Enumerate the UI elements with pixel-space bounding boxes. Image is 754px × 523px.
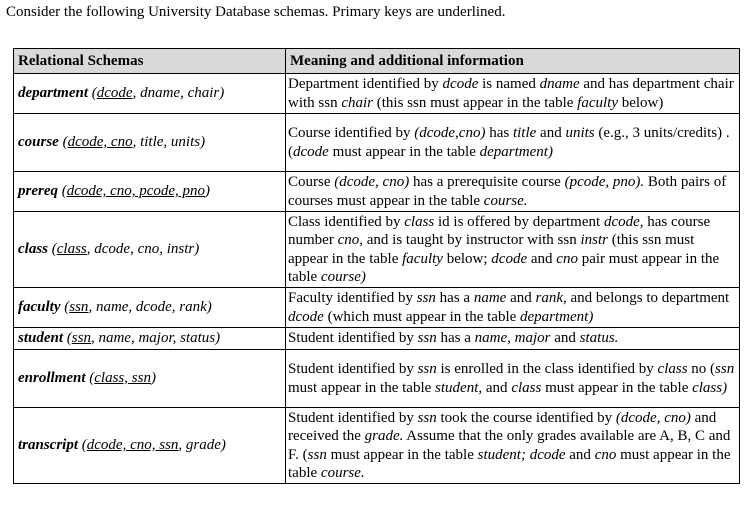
meaning-text: Assume that the only grades available are A, B, C and F. (: [288, 428, 731, 463]
meaning-text: name: [473, 290, 507, 307]
meaning-text: and: [536, 125, 566, 142]
table-row: [14, 172, 740, 212]
primary-key-attributes: ssn: [69, 299, 89, 315]
schema-close-paren: ): [206, 299, 212, 315]
meaning-text: cno,: [337, 232, 363, 249]
meaning-text: is enrolled in the class identified by: [436, 361, 658, 378]
meaning-text: and has department chair with ssn: [288, 76, 734, 111]
meaning-text: class: [404, 214, 435, 231]
schema-table-body: [14, 74, 740, 484]
meaning-text: dcode,: [603, 214, 644, 231]
meaning-text: name, major: [474, 330, 551, 347]
schema-cell: [14, 408, 286, 484]
schema-table: [13, 48, 740, 484]
meaning-text: (e.g., 3 units/credits) . (: [288, 125, 730, 160]
meaning-text: Both pairs of courses must appear in the table: [288, 174, 727, 209]
meaning-text: title: [512, 125, 537, 142]
header-relational-schemas: Relational Schemas: [14, 49, 286, 74]
meaning-text: ssn: [416, 290, 436, 307]
meaning-text: dname: [539, 76, 580, 93]
meaning-text: ssn: [715, 361, 735, 378]
meaning-text: and is taught by instructor with ssn: [363, 232, 581, 249]
primary-key-attributes: dcode, cno, pcode, pno: [66, 183, 206, 199]
table-row: [14, 212, 740, 288]
meaning-text: department): [520, 308, 594, 325]
meaning-text: must appear in the table: [326, 446, 478, 463]
meaning-text: Student identified by: [288, 410, 418, 427]
meaning-text: has: [485, 125, 513, 142]
meaning-text: cno: [556, 250, 578, 267]
meaning-text: has a: [436, 330, 475, 347]
schema-name: course: [18, 134, 59, 150]
meaning-text: ssn: [417, 330, 437, 347]
table-row: [14, 288, 740, 328]
meaning-text: must appear in the table: [288, 446, 731, 481]
meaning-text: rank,: [535, 290, 567, 307]
schema-open-paren: (: [88, 85, 97, 101]
schema-close-paren: ): [215, 330, 221, 346]
meaning-text: and: [527, 250, 557, 267]
meaning-text: must appear in the table: [541, 379, 693, 396]
meaning-text: (dcode,cno): [414, 125, 486, 142]
schema-name: enrollment: [18, 370, 86, 386]
meaning-text: (pcode, pno).: [564, 174, 645, 191]
meaning-cell: [286, 114, 740, 172]
meaning-text: ssn: [417, 361, 437, 378]
meaning-text: cno: [594, 446, 617, 463]
meaning-text: and: [550, 330, 580, 347]
schema-open-paren: (: [58, 183, 67, 199]
table-row: [14, 408, 740, 484]
meaning-text: department): [479, 143, 553, 160]
meaning-text: below;: [442, 250, 492, 267]
schema-cell: [14, 114, 286, 172]
schema-name: prereq: [18, 183, 58, 199]
meaning-text: chair: [341, 94, 374, 111]
meaning-text: Faculty identified by: [288, 290, 417, 307]
schema-attributes: , grade: [178, 437, 221, 453]
meaning-text: has a prerequisite course: [409, 174, 565, 191]
meaning-text: and received the: [288, 410, 717, 445]
schema-cell: [14, 328, 286, 350]
schema-close-paren: ): [205, 183, 211, 199]
meaning-text: and: [506, 290, 536, 307]
meaning-text: dcode: [442, 76, 479, 93]
meaning-text: course): [320, 268, 366, 285]
meaning-text: instr: [580, 232, 609, 249]
meaning-text: (dcode, cno): [334, 174, 410, 191]
schema-open-paren: (: [63, 330, 72, 346]
schema-name: transcript: [18, 437, 79, 453]
schema-name: faculty: [18, 299, 61, 315]
table-row: [14, 350, 740, 408]
schema-close-paren: ): [150, 370, 156, 386]
primary-key-attributes: class: [56, 241, 87, 257]
meaning-text: Class identified by: [288, 214, 405, 231]
meaning-text: must appear in the table: [288, 379, 436, 396]
schema-close-paren: ): [200, 134, 206, 150]
schema-close-paren: ): [220, 437, 226, 453]
schema-name: student: [18, 330, 64, 346]
meaning-text: dcode: [293, 143, 329, 160]
schema-cell: [14, 172, 286, 212]
meaning-text: ssn: [417, 410, 437, 427]
meaning-text: and belongs to department: [566, 290, 730, 307]
schema-open-paren: (: [58, 134, 68, 150]
meaning-cell: [286, 328, 740, 350]
meaning-text: has course number: [288, 214, 711, 249]
intro-text: Consider the following University Database schemas. Primary keys are underlined.: [6, 4, 506, 20]
schema-name: class: [18, 241, 48, 257]
schema-attributes: , name, dcode, rank: [88, 299, 207, 315]
table-header-row: [14, 49, 740, 74]
schema-open-paren: (: [78, 437, 87, 453]
meaning-text: course.: [483, 192, 528, 209]
meaning-text: Course: [288, 174, 335, 191]
meaning-text: and: [482, 379, 512, 396]
meaning-text: must appear in the table: [328, 143, 480, 160]
meaning-cell: [286, 74, 740, 114]
meaning-text: Student identified by: [288, 361, 418, 378]
meaning-text: and: [565, 446, 595, 463]
meaning-text: (which must appear in the table: [323, 308, 521, 325]
table-row: [14, 328, 740, 350]
schema-open-paren: (: [85, 370, 95, 386]
header-meaning: Meaning and additional information: [286, 49, 740, 74]
schema-attributes: , dname, chair: [132, 85, 220, 101]
meaning-text: student,: [435, 379, 483, 396]
meaning-text: course.: [320, 464, 365, 481]
meaning-text: took the course identified by: [436, 410, 616, 427]
meaning-text: dcode: [288, 308, 324, 325]
meaning-text: (dcode, cno): [615, 410, 691, 427]
primary-key-attributes: dcode, cno, ssn: [86, 437, 179, 453]
meaning-cell: [286, 408, 740, 484]
schema-close-paren: ): [194, 241, 200, 257]
schema-attributes: , name, major, status: [90, 330, 216, 346]
meaning-text: ssn: [307, 446, 327, 463]
meaning-text: is named: [478, 76, 540, 93]
schema-attributes: , title, units: [132, 134, 201, 150]
schema-close-paren: ): [219, 85, 225, 101]
meaning-text: dcode: [491, 250, 528, 267]
primary-key-attributes: class, ssn: [94, 370, 151, 386]
meaning-text: status.: [579, 330, 619, 347]
meaning-text: pair must appear in the table: [288, 250, 720, 285]
meaning-text: faculty: [402, 250, 443, 267]
meaning-text: Department identified by: [288, 76, 443, 93]
table-row: [14, 74, 740, 114]
meaning-text: below): [617, 94, 664, 111]
primary-key-attributes: dcode: [96, 85, 133, 101]
meaning-cell: [286, 172, 740, 212]
schema-attributes: , dcode, cno, instr: [86, 241, 195, 257]
table-row: [14, 114, 740, 172]
meaning-cell: [286, 212, 740, 288]
meaning-text: no (: [687, 361, 716, 378]
meaning-cell: [286, 350, 740, 408]
primary-key-attributes: dcode, cno: [67, 134, 133, 150]
meaning-text: class: [657, 361, 688, 378]
meaning-text: class: [511, 379, 542, 396]
schema-cell: [14, 288, 286, 328]
schema-cell: [14, 74, 286, 114]
schema-open-paren: (: [48, 241, 57, 257]
schema-cell: [14, 350, 286, 408]
meaning-text: grade.: [364, 428, 404, 445]
meaning-text: (this ssn must appear in the table: [288, 232, 695, 267]
meaning-text: units: [565, 125, 595, 142]
meaning-text: faculty: [577, 94, 618, 111]
meaning-cell: [286, 288, 740, 328]
schema-name: department: [18, 85, 88, 101]
meaning-text: has a: [435, 290, 474, 307]
meaning-text: class): [692, 379, 728, 396]
schema-cell: [14, 212, 286, 288]
meaning-text: (this ssn must appear in the table: [373, 94, 578, 111]
primary-key-attributes: ssn: [71, 330, 91, 346]
meaning-text: student; dcode: [477, 446, 566, 463]
meaning-text: id is offered by department: [434, 214, 604, 231]
meaning-text: Course identified by: [288, 125, 415, 142]
schema-open-paren: (: [60, 299, 70, 315]
meaning-text: Student identified by: [288, 330, 418, 347]
